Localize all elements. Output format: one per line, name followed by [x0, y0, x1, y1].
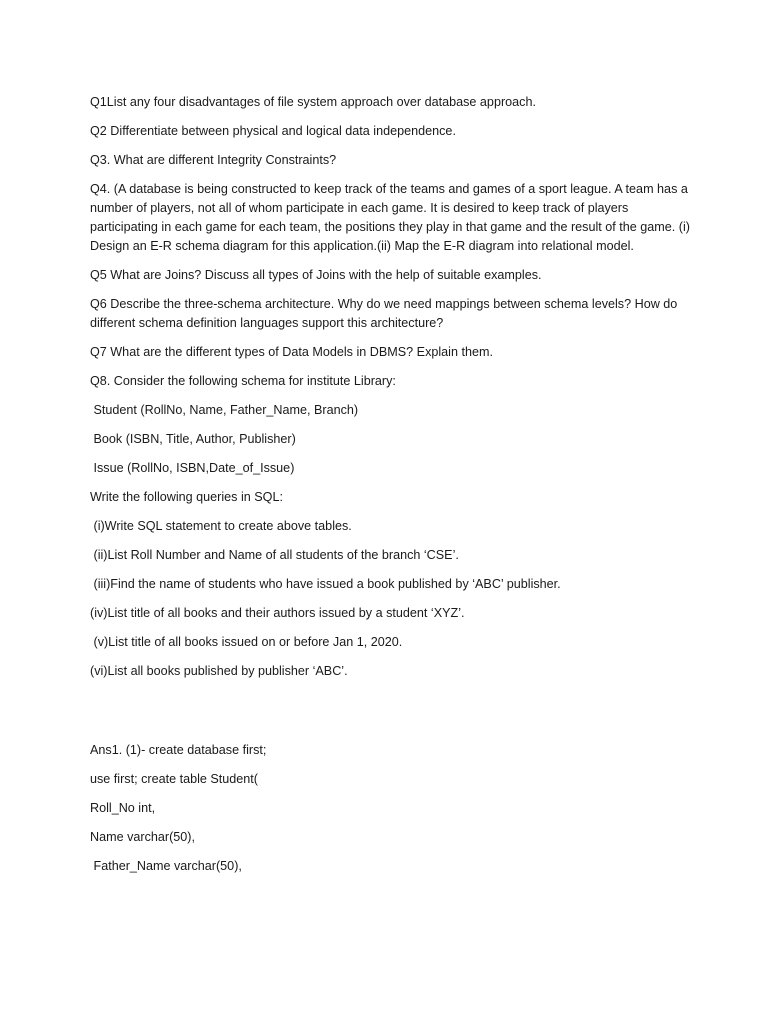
- question-q4: Q4. (A database is being constructed to keep track of the teams and games of a sport league. A team has a number of players, not all of whom participate in each game. It is desired to keep track of players participating in each game for each team, the positions they play in that game and the result of the game. (i) Design an E-R schema diagram for this application.(ii) Map the E-R diagram into relational model.: [90, 182, 694, 253]
- question-q6: Q6 Describe the three-schema architecture. Why do we need mappings between schema levels? How do different schema definition languages support this architecture?: [90, 297, 681, 330]
- answer-line: Name varchar(50),: [90, 830, 195, 844]
- question-q8: Q8. Consider the following schema for institute Library:: [90, 374, 396, 388]
- document-content: [90, 93, 694, 886]
- query-vi: (vi)List all books published by publisher ‘ABC’.: [90, 664, 348, 678]
- answer-line: Roll_No int,: [90, 801, 156, 815]
- query-iii: (iii)Find the name of students who have issued a book published by ‘ABC’ publisher.: [90, 577, 561, 591]
- question-q7: Q7 What are the different types of Data Models in DBMS? Explain them.: [90, 345, 493, 359]
- query-iv: (iv)List title of all books and their authors issued by a student ‘XYZ’.: [90, 606, 465, 620]
- section-spacer: [90, 691, 690, 741]
- answer-line: Ans1. (1)- create database first;: [90, 743, 267, 757]
- queries-intro: Write the following queries in SQL:: [90, 490, 283, 504]
- questions-section: [90, 93, 694, 681]
- schema-issue: Issue (RollNo, ISBN,Date_of_Issue): [90, 461, 295, 475]
- answers-section: [90, 741, 690, 876]
- question-q1: Q1List any four disadvantages of file system approach over database approach.: [90, 95, 536, 109]
- query-ii: (ii)List Roll Number and Name of all students of the branch ‘CSE’.: [90, 548, 459, 562]
- query-v: (v)List title of all books issued on or before Jan 1, 2020.: [90, 635, 403, 649]
- question-q5: Q5 What are Joins? Discuss all types of Joins with the help of suitable examples.: [90, 268, 542, 282]
- query-i: (i)Write SQL statement to create above tables.: [90, 519, 352, 533]
- question-q2: Q2 Differentiate between physical and logical data independence.: [90, 124, 456, 138]
- answer-line: use first; create table Student(: [90, 772, 259, 786]
- schema-student: Student (RollNo, Name, Father_Name, Branch): [90, 403, 359, 417]
- answer-line: Father_Name varchar(50),: [90, 859, 242, 873]
- question-q3: Q3. What are different Integrity Constraints?: [90, 153, 337, 167]
- schema-book: Book (ISBN, Title, Author, Publisher): [90, 432, 296, 446]
